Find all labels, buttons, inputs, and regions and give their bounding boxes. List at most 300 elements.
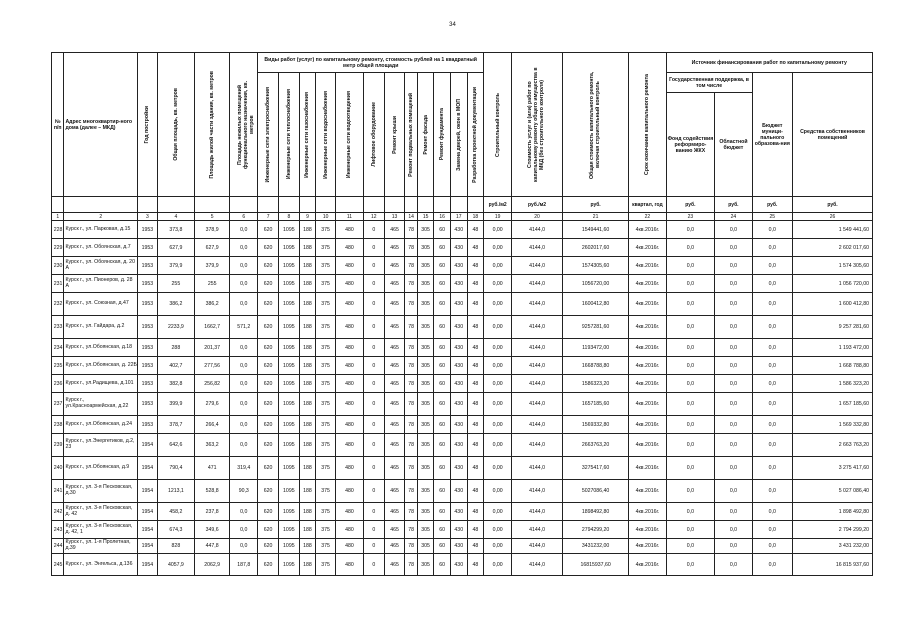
table-cell: 379,9: [157, 257, 194, 275]
table-cell: 1 898 492,80: [793, 503, 873, 521]
table-cell: 620: [258, 357, 279, 375]
table-cell: 3431232,00: [562, 539, 628, 554]
table-cell: 0,0: [715, 457, 752, 480]
table-cell: 0,0: [752, 457, 792, 480]
table-cell: 0,0: [230, 434, 258, 457]
table-cell: 238: [52, 416, 64, 434]
table-row: [52, 257, 873, 275]
table-cell: 0,00: [484, 503, 512, 521]
table-row: [52, 293, 873, 316]
table-cell: 4144,0: [512, 521, 563, 539]
column-number: 3: [138, 213, 158, 221]
table-cell: 1095: [278, 393, 299, 416]
header-work-10: Ремонт фундамента: [434, 73, 451, 197]
table-cell: 4144,0: [512, 339, 563, 357]
table-cell: 0,00: [484, 239, 512, 257]
table-row: [52, 221, 873, 239]
table-cell: 373,8: [157, 221, 194, 239]
column-number: 14: [405, 213, 417, 221]
table-cell: 620: [258, 339, 279, 357]
table-cell: 48: [467, 375, 484, 393]
table-cell: 375: [316, 416, 336, 434]
table-cell: 1574305,60: [562, 257, 628, 275]
table-cell: 1898492,80: [562, 503, 628, 521]
table-cell: 465: [384, 293, 405, 316]
table-cell: 465: [384, 275, 405, 293]
table-cell: 0,0: [715, 239, 752, 257]
table-row: [52, 316, 873, 339]
table-cell: 465: [384, 339, 405, 357]
table-cell: 239: [52, 434, 64, 457]
table-cell: 1953: [138, 221, 158, 239]
table-cell: 382,8: [157, 375, 194, 393]
table-cell: 78: [405, 539, 417, 554]
table-cell: 480: [335, 457, 363, 480]
header-regional: Областной бюджет: [715, 93, 752, 197]
table-cell: 188: [299, 339, 316, 357]
table-cell: 642,6: [157, 434, 194, 457]
table-cell: 0,00: [484, 293, 512, 316]
table-cell: 1 193 472,00: [793, 339, 873, 357]
table-row: [52, 275, 873, 293]
table-cell: 60: [434, 357, 451, 375]
table-cell: 0: [363, 316, 384, 339]
table-cell: 620: [258, 521, 279, 539]
table-cell: 0,0: [666, 554, 715, 576]
table-cell: 4144,0: [512, 393, 563, 416]
table-cell: 0,0: [666, 257, 715, 275]
table-cell: 233: [52, 316, 64, 339]
table-cell: 1095: [278, 539, 299, 554]
table-cell: 305: [417, 554, 434, 576]
table-cell: 4144,0: [512, 375, 563, 393]
table-cell: 480: [335, 503, 363, 521]
column-number: 24: [715, 213, 752, 221]
table-cell: 187,8: [230, 554, 258, 576]
table-cell: 78: [405, 521, 417, 539]
table-cell: 430: [450, 503, 467, 521]
table-cell: 0,0: [230, 539, 258, 554]
table-cell: 480: [335, 480, 363, 503]
table-row: [52, 393, 873, 416]
table-cell: 430: [450, 434, 467, 457]
header-work-3: Инженерные сети газоснабжения: [299, 73, 316, 197]
table-cell: 0,0: [666, 375, 715, 393]
table-cell: 0,0: [230, 375, 258, 393]
table-cell: 1954: [138, 554, 158, 576]
table-cell: 48: [467, 275, 484, 293]
table-cell: 1095: [278, 416, 299, 434]
table-cell: 378,7: [157, 416, 194, 434]
table-cell: 465: [384, 434, 405, 457]
table-cell: 627,9: [157, 239, 194, 257]
table-cell: 0,0: [666, 293, 715, 316]
table-cell: 480: [335, 521, 363, 539]
table-cell: 375: [316, 503, 336, 521]
address-cell: Курск г., ул. Пионеров, д. 28 А: [64, 275, 138, 293]
table-cell: 4кв.2016г.: [629, 293, 666, 316]
table-cell: 0,0: [715, 293, 752, 316]
table-cell: 188: [299, 521, 316, 539]
table-row: [52, 521, 873, 539]
table-cell: 465: [384, 375, 405, 393]
table-cell: 78: [405, 293, 417, 316]
column-number: 23: [666, 213, 715, 221]
table-cell: 1193472,00: [562, 339, 628, 357]
table-cell: 0,00: [484, 339, 512, 357]
table-cell: 188: [299, 503, 316, 521]
table-cell: 0: [363, 375, 384, 393]
table-cell: 60: [434, 293, 451, 316]
table-cell: 188: [299, 239, 316, 257]
capital-repair-table-container: [51, 52, 873, 576]
table-cell: 375: [316, 357, 336, 375]
column-number: 6: [230, 213, 258, 221]
table-cell: 1953: [138, 393, 158, 416]
table-cell: 1095: [278, 503, 299, 521]
table-cell: 0,0: [666, 539, 715, 554]
table-cell: 60: [434, 480, 451, 503]
table-cell: 0,0: [715, 357, 752, 375]
table-cell: 305: [417, 393, 434, 416]
table-cell: 1095: [278, 357, 299, 375]
table-cell: 375: [316, 257, 336, 275]
table-cell: 375: [316, 339, 336, 357]
table-cell: 1953: [138, 357, 158, 375]
table-cell: 255: [157, 275, 194, 293]
page-number: 34: [449, 22, 456, 28]
table-cell: 266,4: [195, 416, 230, 434]
table-cell: 620: [258, 416, 279, 434]
table-cell: 245: [52, 554, 64, 576]
table-row: [52, 434, 873, 457]
table-cell: 0,0: [230, 293, 258, 316]
table-cell: 430: [450, 375, 467, 393]
table-cell: 0,0: [715, 316, 752, 339]
table-cell: 237: [52, 393, 64, 416]
table-cell: 188: [299, 539, 316, 554]
table-cell: 0: [363, 503, 384, 521]
table-row: [52, 375, 873, 393]
table-cell: 480: [335, 416, 363, 434]
table-cell: 790,4: [157, 457, 194, 480]
table-cell: 0,00: [484, 434, 512, 457]
table-cell: 0,0: [752, 339, 792, 357]
table-cell: 0,00: [484, 275, 512, 293]
address-cell: Курск г., ул. Энгельса, д.136: [64, 554, 138, 576]
table-cell: 4кв.2016г.: [629, 221, 666, 239]
table-cell: 465: [384, 357, 405, 375]
table-cell: 378,9: [195, 221, 230, 239]
table-cell: 430: [450, 316, 467, 339]
table-cell: 60: [434, 316, 451, 339]
header-unit-cost: Стоимость услуг и (или) работ по капитальному ремонту общего имущества в МКД (без строительного контроля): [512, 53, 563, 197]
table-cell: 305: [417, 480, 434, 503]
column-number: 9: [299, 213, 316, 221]
header-work-12: Разработка проектной документации: [467, 73, 484, 197]
table-cell: 0,0: [752, 554, 792, 576]
table-cell: 375: [316, 316, 336, 339]
header-funding-group: Источник финансирования работ по капитальному ремонту: [666, 53, 872, 73]
table-cell: 447,8: [195, 539, 230, 554]
table-cell: 4кв.2016г.: [629, 375, 666, 393]
header-work-8: Ремонт подвальных помещений: [405, 73, 417, 197]
table-cell: 4144,0: [512, 539, 563, 554]
table-cell: 0,0: [752, 521, 792, 539]
table-cell: 4кв.2016г.: [629, 357, 666, 375]
table-cell: 0: [363, 539, 384, 554]
table-cell: 375: [316, 293, 336, 316]
table-cell: 0,0: [666, 434, 715, 457]
header-work-6: Лифтовое оборудование: [363, 73, 384, 197]
address-cell: Курск г., ул.Красноармейская, д.22: [64, 393, 138, 416]
table-cell: 1213,1: [157, 480, 194, 503]
header-work-7: Ремонт крыши: [384, 73, 405, 197]
table-cell: 399,9: [157, 393, 194, 416]
table-cell: 78: [405, 257, 417, 275]
table-cell: 620: [258, 275, 279, 293]
table-cell: 0,0: [715, 539, 752, 554]
table-cell: 255: [195, 275, 230, 293]
table-cell: 0,0: [666, 275, 715, 293]
table-cell: 78: [405, 416, 417, 434]
table-cell: 78: [405, 375, 417, 393]
table-cell: 60: [434, 257, 451, 275]
table-cell: 3275417,60: [562, 457, 628, 480]
table-cell: 2602017,60: [562, 239, 628, 257]
table-cell: 0: [363, 457, 384, 480]
table-row: [52, 457, 873, 480]
table-cell: 4кв.2016г.: [629, 339, 666, 357]
table-cell: 1954: [138, 457, 158, 480]
table-cell: 2062,9: [195, 554, 230, 576]
table-cell: 0,0: [752, 480, 792, 503]
table-cell: 4144,0: [512, 257, 563, 275]
table-cell: 188: [299, 554, 316, 576]
table-cell: 188: [299, 221, 316, 239]
column-number: 22: [629, 213, 666, 221]
table-cell: 78: [405, 457, 417, 480]
table-cell: 1953: [138, 257, 158, 275]
table-cell: 48: [467, 239, 484, 257]
header-work-1: Инженерные сети электроснабжения: [258, 73, 279, 197]
table-cell: 1953: [138, 293, 158, 316]
table-cell: 386,2: [157, 293, 194, 316]
header-address: Адрес многоквартир-ного дома (далее – МКД): [64, 53, 138, 197]
table-cell: 480: [335, 293, 363, 316]
table-cell: 16815937,60: [562, 554, 628, 576]
table-cell: 236: [52, 375, 64, 393]
table-cell: 620: [258, 393, 279, 416]
address-cell: Курск г., ул. Обоянская, д. 20 А: [64, 257, 138, 275]
table-cell: 0,0: [230, 339, 258, 357]
table-cell: 0,0: [752, 293, 792, 316]
table-cell: 0,00: [484, 221, 512, 239]
table-cell: 0,00: [484, 375, 512, 393]
table-cell: 4кв.2016г.: [629, 275, 666, 293]
header-municipal: Бюджет муници-пального образова-ния: [752, 73, 792, 197]
table-cell: 1095: [278, 457, 299, 480]
table-cell: 60: [434, 393, 451, 416]
table-cell: 4кв.2016г.: [629, 539, 666, 554]
table-cell: 0,00: [484, 393, 512, 416]
table-cell: 480: [335, 275, 363, 293]
table-cell: 0,0: [715, 339, 752, 357]
table-cell: 305: [417, 539, 434, 554]
table-cell: 620: [258, 316, 279, 339]
table-cell: 4кв.2016г.: [629, 503, 666, 521]
table-cell: 305: [417, 416, 434, 434]
table-cell: 0,0: [752, 375, 792, 393]
table-cell: 430: [450, 393, 467, 416]
table-cell: 0: [363, 554, 384, 576]
table-cell: 430: [450, 221, 467, 239]
header-work-5: Инженерные сети водоотведения: [335, 73, 363, 197]
table-cell: 0,0: [752, 221, 792, 239]
table-cell: 1 549 441,60: [793, 221, 873, 239]
table-cell: 48: [467, 480, 484, 503]
table-cell: 231: [52, 275, 64, 293]
table-cell: 0,0: [666, 480, 715, 503]
table-cell: 48: [467, 554, 484, 576]
table-cell: 0,0: [666, 221, 715, 239]
table-cell: 0,00: [484, 480, 512, 503]
address-cell: Курск г., ул. Союзная, д.47: [64, 293, 138, 316]
address-cell: Курск г., ул.Обоянская, д.18: [64, 339, 138, 357]
table-cell: 620: [258, 480, 279, 503]
table-cell: 1095: [278, 316, 299, 339]
table-cell: 228: [52, 221, 64, 239]
table-cell: 288: [157, 339, 194, 357]
address-cell: Курск г., ул.Энергетиков, д.2, 23: [64, 434, 138, 457]
column-number: 11: [335, 213, 363, 221]
column-number: 5: [195, 213, 230, 221]
table-cell: 4кв.2016г.: [629, 239, 666, 257]
table-cell: 305: [417, 239, 434, 257]
table-cell: 60: [434, 239, 451, 257]
table-row: [52, 554, 873, 576]
table-cell: 234: [52, 339, 64, 357]
table-cell: 0,0: [715, 521, 752, 539]
table-cell: 0,0: [666, 357, 715, 375]
table-cell: 465: [384, 480, 405, 503]
table-cell: 620: [258, 257, 279, 275]
column-number: 1: [52, 213, 64, 221]
table-cell: 0,0: [230, 503, 258, 521]
table-cell: 201,37: [195, 339, 230, 357]
table-cell: 78: [405, 339, 417, 357]
table-cell: 0: [363, 221, 384, 239]
column-number: 26: [793, 213, 873, 221]
table-cell: 1954: [138, 434, 158, 457]
table-cell: 4144,0: [512, 275, 563, 293]
column-number: 16: [434, 213, 451, 221]
header-state-support: Государственная поддержка, в том числе: [666, 73, 752, 93]
table-cell: 48: [467, 316, 484, 339]
table-cell: 4кв.2016г.: [629, 554, 666, 576]
column-number: 12: [363, 213, 384, 221]
table-cell: 480: [335, 357, 363, 375]
table-cell: 188: [299, 357, 316, 375]
table-cell: 60: [434, 539, 451, 554]
table-cell: 241: [52, 480, 64, 503]
table-cell: 465: [384, 416, 405, 434]
table-cell: 9 257 281,60: [793, 316, 873, 339]
header-work-9: Ремонт фасада: [417, 73, 434, 197]
table-cell: 78: [405, 221, 417, 239]
table-cell: 2794299,20: [562, 521, 628, 539]
table-cell: 1954: [138, 480, 158, 503]
table-cell: 0,0: [230, 221, 258, 239]
header-control: Строительный контроль: [484, 53, 512, 197]
column-number: 2: [64, 213, 138, 221]
table-cell: 48: [467, 393, 484, 416]
table-cell: 4057,9: [157, 554, 194, 576]
table-cell: 1056720,00: [562, 275, 628, 293]
table-cell: 305: [417, 521, 434, 539]
table-cell: 78: [405, 503, 417, 521]
table-cell: 9257281,60: [562, 316, 628, 339]
table-cell: 0,0: [666, 521, 715, 539]
table-cell: 620: [258, 375, 279, 393]
table-cell: 465: [384, 521, 405, 539]
table-cell: 48: [467, 257, 484, 275]
table-cell: 0: [363, 393, 384, 416]
table-cell: 0,0: [230, 275, 258, 293]
table-cell: 1095: [278, 221, 299, 239]
table-cell: 48: [467, 503, 484, 521]
table-cell: 305: [417, 503, 434, 521]
table-cell: 1095: [278, 375, 299, 393]
table-cell: 620: [258, 434, 279, 457]
table-cell: 0: [363, 416, 384, 434]
table-cell: 305: [417, 275, 434, 293]
table-cell: 242: [52, 503, 64, 521]
table-cell: 4144,0: [512, 221, 563, 239]
address-cell: Курск г., ул.Обоянская, д.24: [64, 416, 138, 434]
table-cell: 240: [52, 457, 64, 480]
table-cell: 279,6: [195, 393, 230, 416]
table-cell: 620: [258, 293, 279, 316]
table-cell: 375: [316, 434, 336, 457]
table-cell: 229: [52, 239, 64, 257]
table-cell: 0,0: [715, 375, 752, 393]
header-work-2: Инженерные сети теплоснабжения: [278, 73, 299, 197]
table-cell: 305: [417, 293, 434, 316]
address-cell: Курск г., ул. 3-я Песковская, д.30: [64, 480, 138, 503]
table-cell: 48: [467, 221, 484, 239]
table-cell: 60: [434, 457, 451, 480]
table-cell: 1657185,60: [562, 393, 628, 416]
table-cell: 0,00: [484, 357, 512, 375]
table-cell: 48: [467, 339, 484, 357]
table-cell: 480: [335, 434, 363, 457]
table-row: [52, 480, 873, 503]
table-cell: 1 056 720,00: [793, 275, 873, 293]
table-cell: 4144,0: [512, 480, 563, 503]
table-header: [52, 53, 873, 221]
table-cell: 4кв.2016г.: [629, 416, 666, 434]
table-cell: 1953: [138, 339, 158, 357]
table-cell: 620: [258, 221, 279, 239]
table-cell: 4кв.2016г.: [629, 434, 666, 457]
table-cell: 60: [434, 275, 451, 293]
table-cell: 188: [299, 275, 316, 293]
table-cell: 465: [384, 554, 405, 576]
table-cell: 0,0: [230, 239, 258, 257]
table-cell: 60: [434, 339, 451, 357]
table-cell: 627,9: [195, 239, 230, 257]
